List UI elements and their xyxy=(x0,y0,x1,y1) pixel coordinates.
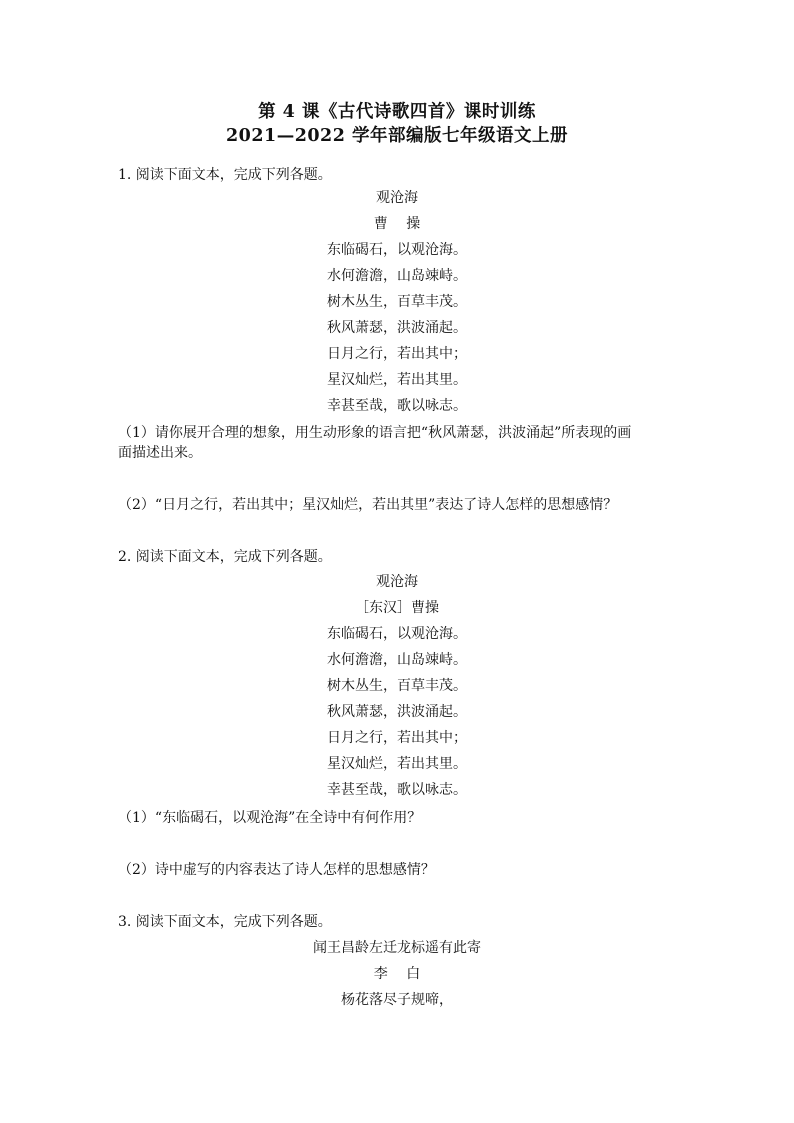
question-3-poem-title: 闻王昌龄左迁龙标遥有此寄 xyxy=(313,940,481,956)
poem-line: 星汉灿烂，若出其里。 xyxy=(327,756,467,772)
poem-line: 幸甚至哉，歌以咏志。 xyxy=(327,782,467,798)
poem-line: 树木丛生，百草丰茂。 xyxy=(327,678,467,694)
poem-line: 秋风萧瑟，洪波涌起。 xyxy=(327,704,467,720)
poem-line: 树木丛生，百草丰茂。 xyxy=(327,294,467,310)
question-1-subquestion-2: （2）“日月之行，若出其中；星汉灿烂，若出其里”表达了诗人怎样的思想感情？ xyxy=(118,497,618,513)
poem-line: 星汉灿烂，若出其里。 xyxy=(327,372,467,388)
question-1-poem-author: 曹 操 xyxy=(373,216,421,232)
question-1-stem: 1. 阅读下面文本，完成下列各题。 xyxy=(118,167,332,183)
question-2-subquestion-1: （1）“东临碣石，以观沧海”在全诗中有何作用？ xyxy=(118,810,422,826)
question-2-subquestion-2: （2）诗中虚写的内容表达了诗人怎样的思想感情？ xyxy=(118,862,435,878)
question-1-poem-title: 观沧海 xyxy=(376,190,418,206)
poem-line: 东临碣石，以观沧海。 xyxy=(327,626,467,642)
question-3-stem: 3. 阅读下面文本，完成下列各题。 xyxy=(118,914,332,930)
poem-line: 秋风萧瑟，洪波涌起。 xyxy=(327,320,467,336)
poem-line: 杨花落尽子规啼， xyxy=(341,992,453,1008)
question-2-poem-title: 观沧海 xyxy=(376,574,418,590)
question-1-subquestion-1: （1）请你展开合理的想象，用生动形象的语言把“秋风萧瑟，洪波涌起”所表现的画面描述出来。 xyxy=(118,425,632,461)
poem-line: 日月之行，若出其中； xyxy=(327,346,467,362)
poem-line: 日月之行，若出其中； xyxy=(327,730,467,746)
document-title: 第 4 课《古代诗歌四首》课时训练 xyxy=(258,102,536,122)
poem-line: 水何澹澹，山岛竦峙。 xyxy=(327,268,467,284)
poem-line: 水何澹澹，山岛竦峙。 xyxy=(327,652,467,668)
poem-line: 东临碣石，以观沧海。 xyxy=(327,242,467,258)
poem-line: 幸甚至哉，歌以咏志。 xyxy=(327,398,467,414)
question-2-poem-author: ［东汉］曹操 xyxy=(355,600,439,616)
document-subtitle: 2021—2022 学年部编版七年级语文上册 xyxy=(225,126,568,146)
question-3-poem-author: 李 白 xyxy=(373,966,421,982)
question-2-stem: 2. 阅读下面文本，完成下列各题。 xyxy=(118,549,332,565)
